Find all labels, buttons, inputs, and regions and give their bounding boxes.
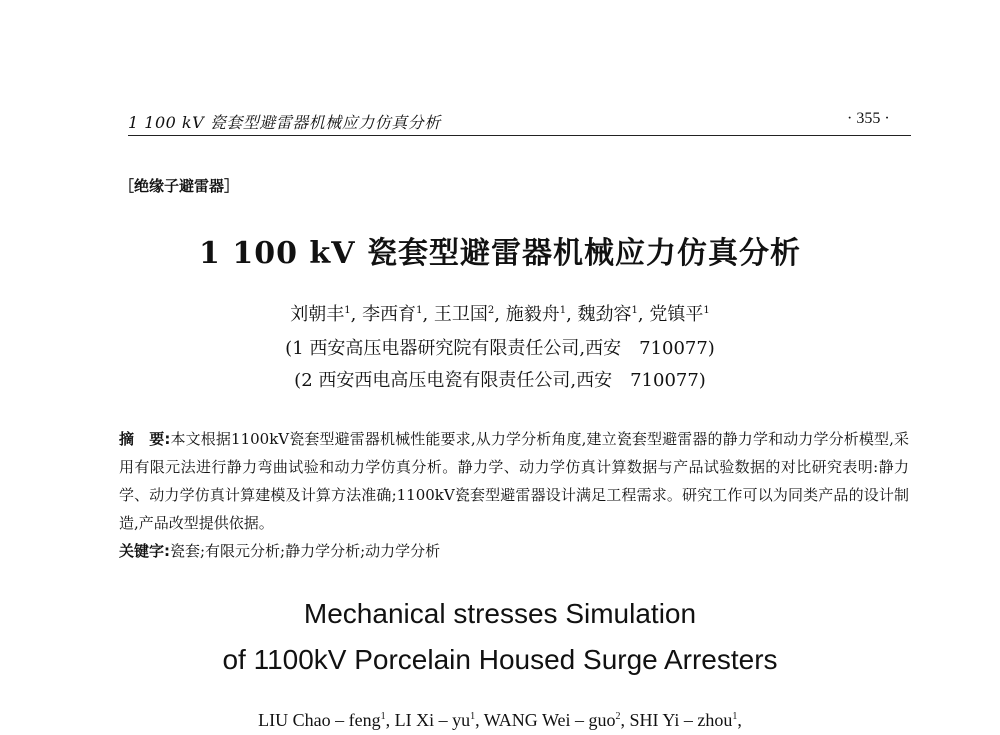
author-cn: 魏劲容 <box>577 304 632 325</box>
author-en: LIU Chao – feng <box>258 710 381 730</box>
author-aff: 1 <box>559 305 567 316</box>
affiliation-1: (1 西安高压电器研究院有限责任公司,西安 710077) <box>285 338 715 359</box>
header-rule <box>128 135 911 136</box>
section-tag: ［绝缘子避雷器］ <box>119 177 240 195</box>
author-en: WANG Wei – guo <box>483 710 616 730</box>
author-cn: 李西育 <box>362 304 417 325</box>
affiliation-2: (2 西安西电高压电瓷有限责任公司,西安 710077) <box>294 370 706 391</box>
author-aff: 2 <box>487 305 495 316</box>
abstract-text: 本文根据1100kV瓷套型避雷器机械性能要求,从力学分析角度,建立瓷套型避雷器的静力学和动力学分析模型,采用有限元法进行静力弯曲试验和动力学仿真分析。静力学、动力学仿真计算数据与产品试验数据的对比研究表明:静力学、动力学仿真计算建模及计算方法准确;1100kV瓷套型避雷器设计满足工程需求。研究工作可以为同类产品的设计制造,产品改型提供依据。 <box>119 430 910 532</box>
author-cn: 刘朝丰 <box>290 304 345 325</box>
abstract-label: 摘 要: <box>119 430 171 448</box>
author-list-en: LIU Chao – feng$^1$, LI Xi – $yu^1$, WANG Wei – guo$^2$, SHI Yi – zhou$^1$, <box>258 710 742 730</box>
paper-title-en-line2: of 1100kV Porcelain Housed Surge Arresters <box>222 644 778 675</box>
author-cn: 施毅舟 <box>505 304 560 325</box>
running-title: 1 100 kV 瓷套型避雷器机械应力仿真分析 <box>128 113 441 132</box>
author-aff: 2 <box>615 711 621 722</box>
author-aff: 1 <box>732 711 738 722</box>
author-aff: 1 <box>416 305 423 316</box>
author-en: SHI Yi – zhou <box>629 710 733 730</box>
author-aff: 1 <box>631 305 638 316</box>
keywords-text: 瓷套;有限元分析;静力学分析;动力学分析 <box>170 542 441 560</box>
author-aff: 1 <box>703 305 710 316</box>
author-cn: 党镇平 <box>649 304 704 325</box>
keywords-label: 关键字: <box>119 542 170 560</box>
author-aff: 1 <box>380 711 386 722</box>
keywords <box>119 540 440 561</box>
abstract <box>119 425 909 537</box>
author-en: LI Xi – yu <box>394 710 471 730</box>
author-list-cn: 刘朝丰$^1$, 李西育$^1$, 王卫国$^2$, 施毅舟$^1$, 魏劲容$^1$, 党镇平$^1$ <box>290 304 710 325</box>
paper-title-cn: 1 100 kV 瓷套型避雷器机械应力仿真分析 <box>199 236 801 271</box>
page-number: · 355 · <box>847 110 890 127</box>
author-aff: 1 <box>344 305 351 316</box>
author-cn: 王卫国 <box>433 304 488 325</box>
author-aff: 1 <box>470 711 476 722</box>
paper-title-en-line1: Mechanical stresses Simulation <box>303 598 697 629</box>
